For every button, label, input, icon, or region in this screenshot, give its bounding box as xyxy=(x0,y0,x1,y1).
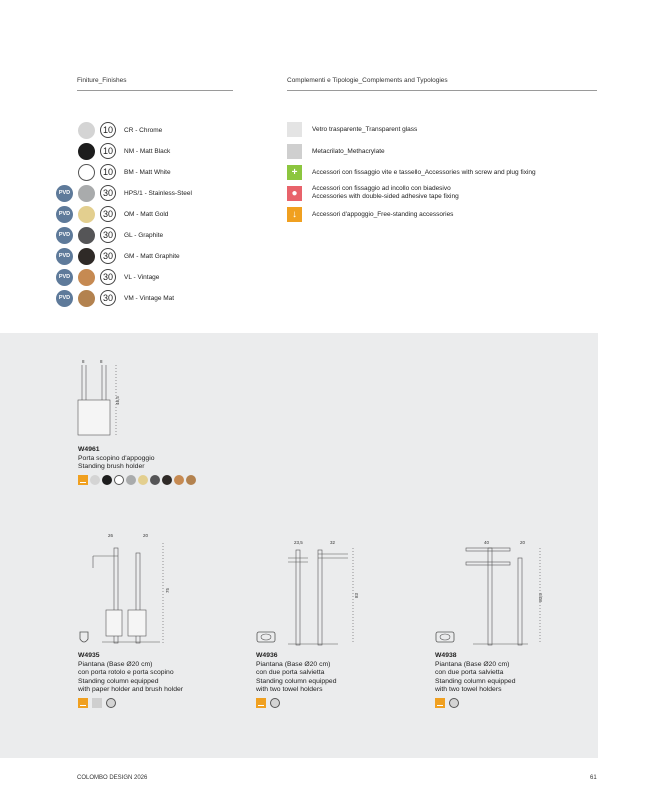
w4938-text xyxy=(435,652,516,708)
finish-row xyxy=(56,268,159,286)
w4961-swatches xyxy=(78,475,198,485)
finish-row xyxy=(56,142,170,160)
w4961-code: W4961 xyxy=(78,446,100,453)
w4935-dim-a: 26 xyxy=(108,533,114,538)
w4938-line4: with two towel holders xyxy=(435,686,502,694)
warranty-number: 30 xyxy=(100,185,116,201)
pvd-badge: PVD xyxy=(56,185,73,202)
page-number: 61 xyxy=(590,775,597,781)
sink-icon xyxy=(435,631,455,643)
complements-rule xyxy=(287,90,597,91)
pvd-spacer xyxy=(56,143,73,160)
finish-swatch xyxy=(90,475,100,485)
w4936-dim-a: 23,5 xyxy=(294,540,303,545)
complement-icon: ● xyxy=(287,186,302,201)
finish-swatch xyxy=(78,227,95,244)
w4936-dim-b: 32 xyxy=(330,540,336,545)
pvd-badge: PVD xyxy=(56,290,73,307)
complement-row xyxy=(287,165,536,180)
methacrylate-swatch xyxy=(92,698,102,708)
complement-label xyxy=(312,169,536,177)
w4935-code: W4935 xyxy=(78,652,100,659)
complement-row xyxy=(287,207,453,222)
w4938-line3: Standing column equipped xyxy=(435,677,516,685)
finishes-rule xyxy=(77,90,233,91)
chrome-swatch xyxy=(270,698,280,708)
w4938-swatches xyxy=(435,698,516,708)
finish-label: HPS/1 - Stainless-Steel xyxy=(124,189,192,197)
w4938-line1: Piantana (Base Ø20 cm) xyxy=(435,660,510,668)
complement-label-line1: Metacrilato_Methacrylate xyxy=(312,147,385,155)
finish-swatch xyxy=(78,269,95,286)
complement-label xyxy=(312,126,417,134)
w4936-text xyxy=(256,652,337,708)
warranty-number: 30 xyxy=(100,269,116,285)
w4938-dim-a: 40 xyxy=(484,540,490,545)
w4935-dim-h: 75 xyxy=(165,587,171,594)
w4936-code: W4936 xyxy=(256,652,278,659)
w4935-line3: Standing column equipped xyxy=(78,677,159,685)
chrome-swatch xyxy=(449,698,459,708)
complement-label xyxy=(312,185,459,201)
complement-label xyxy=(312,148,385,156)
finish-row xyxy=(56,184,192,202)
footer-brand: COLOMBO DESIGN 2026 xyxy=(77,775,148,781)
warranty-number: 10 xyxy=(100,164,116,180)
complement-icon: + xyxy=(287,165,302,180)
finish-swatch xyxy=(78,248,95,265)
finish-row xyxy=(56,289,174,307)
finishes-title: Finiture_Finishes xyxy=(77,77,127,84)
w4961-text xyxy=(78,446,198,485)
finish-label: VM - Vintage Mat xyxy=(124,294,175,302)
pvd-badge: PVD xyxy=(56,248,73,265)
w4935-text xyxy=(78,652,183,708)
warranty-number: 30 xyxy=(100,290,116,306)
finish-swatch xyxy=(138,475,148,485)
complement-icon xyxy=(287,122,302,137)
w4938-dim-b: 20 xyxy=(520,540,526,545)
finish-label: OM - Matt Gold xyxy=(124,210,169,218)
w4936-line3: Standing column equipped xyxy=(256,677,337,685)
complement-label-line2: Accessories with double-sided adhesive tape fixing xyxy=(312,193,459,200)
finish-swatch xyxy=(78,164,95,181)
w4935-swatches xyxy=(78,698,183,708)
w4961-drawing xyxy=(72,355,132,440)
finish-swatch xyxy=(78,206,95,223)
complement-label-line1: Vetro trasparente_Transparent glass xyxy=(312,125,418,133)
finish-swatch xyxy=(114,475,124,485)
complement-label xyxy=(312,211,453,219)
w4935-line2: con porta rotolo e porta scopino xyxy=(78,669,174,677)
complements-title: Complementi e Tipologie_Complements and Typologies xyxy=(287,77,448,84)
finish-row xyxy=(56,247,180,265)
product-panel xyxy=(0,333,598,758)
pvd-badge: PVD xyxy=(56,227,73,244)
free-standing-icon xyxy=(256,698,266,708)
finish-swatch xyxy=(150,475,160,485)
finish-swatch xyxy=(126,475,136,485)
finish-row xyxy=(56,205,168,223)
finish-swatch xyxy=(78,143,95,160)
complement-label-line1: Accessori d'appoggio_Free-standing accessories xyxy=(312,210,454,218)
complement-icon xyxy=(287,144,302,159)
w4936-line1: Piantana (Base Ø20 cm) xyxy=(256,660,331,668)
finish-row xyxy=(56,121,162,139)
finish-swatch xyxy=(78,185,95,202)
w4936-swatches xyxy=(256,698,337,708)
toilet-icon xyxy=(78,630,90,646)
warranty-number: 10 xyxy=(100,122,116,138)
free-standing-icon xyxy=(78,475,88,485)
w4936-line4: with two towel holders xyxy=(256,686,323,694)
w4936-line2: con due porta salvietta xyxy=(256,669,325,677)
w4935-line1: Piantana (Base Ø20 cm) xyxy=(78,660,153,668)
complement-row xyxy=(287,144,385,159)
free-standing-icon xyxy=(78,698,88,708)
w4961-line2: Standing brush holder xyxy=(78,463,145,471)
w4961-line1: Porta scopino d'appoggio xyxy=(78,454,155,462)
finish-swatch xyxy=(78,122,95,139)
pvd-badge: PVD xyxy=(56,269,73,286)
complement-icon: ↓ xyxy=(287,207,302,222)
warranty-number: 30 xyxy=(100,248,116,264)
warranty-number: 30 xyxy=(100,206,116,222)
w4935-line4: with paper holder and brush holder xyxy=(78,686,184,694)
finish-swatch xyxy=(102,475,112,485)
finish-label: CR - Chrome xyxy=(124,126,163,134)
w4961-dim-b: 8 xyxy=(100,359,103,364)
pvd-spacer xyxy=(56,164,73,181)
sink-icon xyxy=(256,631,276,643)
free-standing-icon xyxy=(435,698,445,708)
finish-label: BM - Matt White xyxy=(124,168,171,176)
w4938-line2: con due porta salvietta xyxy=(435,669,504,677)
w4936-dim-h: 83 xyxy=(354,592,360,599)
finish-swatch xyxy=(174,475,184,485)
complement-label-line1: Accessori con fissaggio vite e tassello_Accessories with screw and plug fixing xyxy=(312,168,536,176)
chrome-swatch xyxy=(106,698,116,708)
w4961-dim-h: 46,5 xyxy=(114,396,120,405)
complement-row xyxy=(287,185,459,201)
finish-label: GM - Matt Graphite xyxy=(124,252,180,260)
finish-row xyxy=(56,163,171,181)
finish-label: NM - Matt Black xyxy=(124,147,171,155)
warranty-number: 30 xyxy=(100,227,116,243)
w4961-dim-a: 8 xyxy=(82,359,85,364)
w4935-dim-b: 20 xyxy=(143,533,149,538)
finish-label: GL - Graphite xyxy=(124,231,164,239)
warranty-number: 10 xyxy=(100,143,116,159)
finish-swatch xyxy=(186,475,196,485)
finish-label: VL - Vintage xyxy=(124,273,160,281)
finish-swatch xyxy=(162,475,172,485)
finish-swatch xyxy=(78,290,95,307)
complement-label-line1: Accessori con fissaggio ad incollo con biadesivo xyxy=(312,185,451,192)
w4938-code: W4938 xyxy=(435,652,457,659)
w4938-dim-h: 83,5 xyxy=(537,593,543,602)
pvd-badge: PVD xyxy=(56,206,73,223)
finish-row xyxy=(56,226,163,244)
complement-row xyxy=(287,122,417,137)
pvd-spacer xyxy=(56,122,73,139)
